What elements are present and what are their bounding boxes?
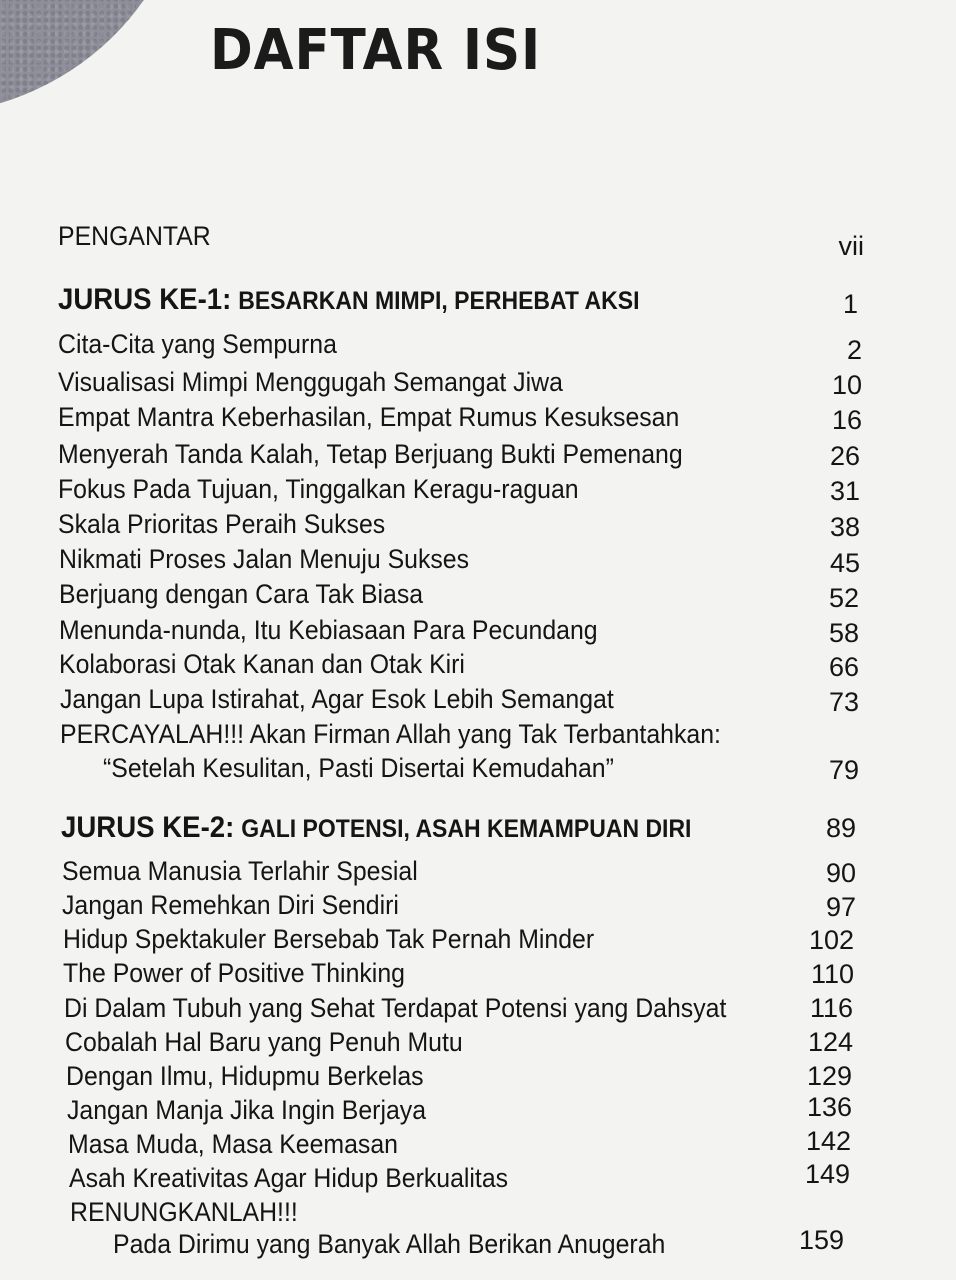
- toc-entry-title: Asah Kreativitas Agar Hidup Berkualitas: [69, 1163, 509, 1193]
- toc-entry-page: 45: [829, 548, 860, 578]
- toc-entry-page: 38: [829, 512, 860, 542]
- toc-entry-page: 79: [828, 755, 859, 785]
- toc-entry: [0, 750, 956, 786]
- toc-entry: [0, 1160, 956, 1196]
- toc-entry-title: RENUNGKANLAH!!!: [70, 1197, 298, 1227]
- toc-entry-title: Hidup Spektakuler Bersebab Tak Pernah Minder: [63, 924, 595, 954]
- chapter-name: BESARKAN MIMPI, PERHEBAT AKSI: [238, 287, 640, 315]
- toc-entry: [0, 853, 956, 889]
- toc-entry-page: 73: [828, 687, 859, 717]
- toc-entry: [0, 326, 956, 365]
- toc-entry-title: Jangan Lupa Istirahat, Agar Esok Lebih Semangat: [60, 684, 614, 714]
- toc-entry-title: Nikmati Proses Jalan Menuju Sukses: [59, 544, 470, 574]
- toc-entry: [0, 887, 956, 923]
- toc-entry: [0, 1024, 956, 1060]
- toc-entry: [0, 646, 956, 682]
- toc-entry-page: 90: [825, 858, 856, 888]
- toc-entry: [0, 681, 956, 717]
- toc-entry-title: Masa Muda, Masa Keemasan: [68, 1129, 398, 1159]
- toc-entry-page: 110: [810, 959, 854, 989]
- toc-entry: [0, 541, 956, 577]
- toc-chapter-heading: [0, 810, 956, 846]
- toc-entry-page: 149: [804, 1159, 850, 1189]
- corner-decoration: [0, 0, 190, 115]
- toc-entry-page: 116: [809, 993, 853, 1023]
- toc-entry: [0, 921, 956, 957]
- toc-chapter-title: [61, 810, 691, 847]
- toc-entry-title: Berjuang dengan Cara Tak Biasa: [59, 579, 424, 609]
- toc-entry: [0, 471, 956, 507]
- toc-entry-title: Visualisasi Mimpi Menggugah Semangat Jiwa: [58, 367, 563, 397]
- toc-entry-title: Jangan Manja Jika Ingin Berjaya: [67, 1095, 427, 1125]
- toc-entry-page: 16: [831, 405, 862, 435]
- toc-entry-page: 1: [842, 289, 858, 319]
- toc-entry-page: 89: [825, 813, 856, 843]
- toc-entry: [0, 576, 956, 612]
- toc-entry-title: “Setelah Kesulitan, Pasti Disertai Kemudahan”: [103, 753, 614, 783]
- toc-entry-title: Menyerah Tanda Kalah, Tetap Berjuang Bukti Pemenang: [58, 439, 683, 469]
- toc-entry-title: Cobalah Hal Baru yang Penuh Mutu: [65, 1027, 463, 1057]
- toc-entry-title: PENGANTAR: [58, 221, 211, 251]
- chapter-label: JURUS KE-1:: [58, 283, 232, 316]
- toc-entry-page: 129: [806, 1061, 852, 1091]
- toc-entry-title: Semua Manusia Terlahir Spesial: [62, 856, 418, 886]
- toc-entry-page: 10: [831, 370, 862, 400]
- toc-entry-title: Empat Mantra Keberhasilan, Empat Rumus Kesuksesan: [58, 402, 680, 432]
- chapter-name: GALI POTENSI, ASAH KEMAMPUAN DIRI: [241, 815, 692, 843]
- toc-entry: [0, 436, 956, 472]
- toc-entry: [0, 612, 956, 648]
- toc-entry-page: 52: [828, 583, 859, 613]
- toc-entry: [0, 716, 956, 752]
- toc-entry-title: PERCAYALAH!!! Akan Firman Allah yang Tak Terbantahkan:: [60, 719, 721, 749]
- toc-entry-page: 136: [806, 1092, 852, 1122]
- toc-entry-page: 102: [808, 925, 854, 955]
- toc-entry: [0, 990, 956, 1026]
- toc-entry-page: 159: [798, 1225, 844, 1255]
- toc-entry: [0, 955, 956, 991]
- toc-entry-title: Jangan Remehkan Diri Sendiri: [62, 890, 399, 920]
- toc-entry-page: 97: [825, 892, 856, 922]
- toc-entry: [0, 399, 956, 435]
- toc-entry-title: Di Dalam Tubuh yang Sehat Terdapat Potensi yang Dahsyat: [64, 993, 727, 1023]
- toc-entry-page: 58: [828, 618, 859, 648]
- toc-entry-title: Cita-Cita yang Sempurna: [58, 329, 337, 359]
- toc-entry-page: 26: [829, 441, 860, 471]
- toc-entry-page: 124: [807, 1027, 853, 1057]
- toc-entry: [0, 506, 956, 542]
- toc-chapter-heading: [0, 282, 956, 318]
- toc-entry-title: Skala Prioritas Peraih Sukses: [58, 509, 386, 539]
- toc-chapter-title: [58, 282, 639, 319]
- page-title: DAFTAR ISI: [210, 18, 542, 83]
- toc-entry-title: Pada Dirimu yang Banyak Allah Berikan Anugerah: [113, 1229, 666, 1259]
- toc-entry-page: 142: [805, 1126, 851, 1156]
- toc-entry-title: The Power of Positive Thinking: [63, 958, 405, 988]
- toc-entry-title: Menunda-nunda, Itu Kebiasaan Para Pecundang: [59, 615, 598, 645]
- toc-entry: [0, 364, 956, 400]
- toc-entry-page: 31: [829, 476, 860, 506]
- toc-entry-page: 2: [846, 335, 862, 365]
- toc-entry: [0, 218, 956, 261]
- toc-entry-page: 66: [828, 652, 859, 682]
- chapter-label: JURUS KE-2:: [61, 811, 235, 844]
- toc-entry-title: Kolaborasi Otak Kanan dan Otak Kiri: [59, 649, 465, 679]
- toc-entry-title: Dengan Ilmu, Hidupmu Berkelas: [66, 1061, 424, 1091]
- toc-entry: [0, 1226, 956, 1262]
- toc-entry-page: vii: [838, 231, 864, 261]
- toc-entry-title: Fokus Pada Tujuan, Tinggalkan Keragu-raguan: [58, 474, 579, 504]
